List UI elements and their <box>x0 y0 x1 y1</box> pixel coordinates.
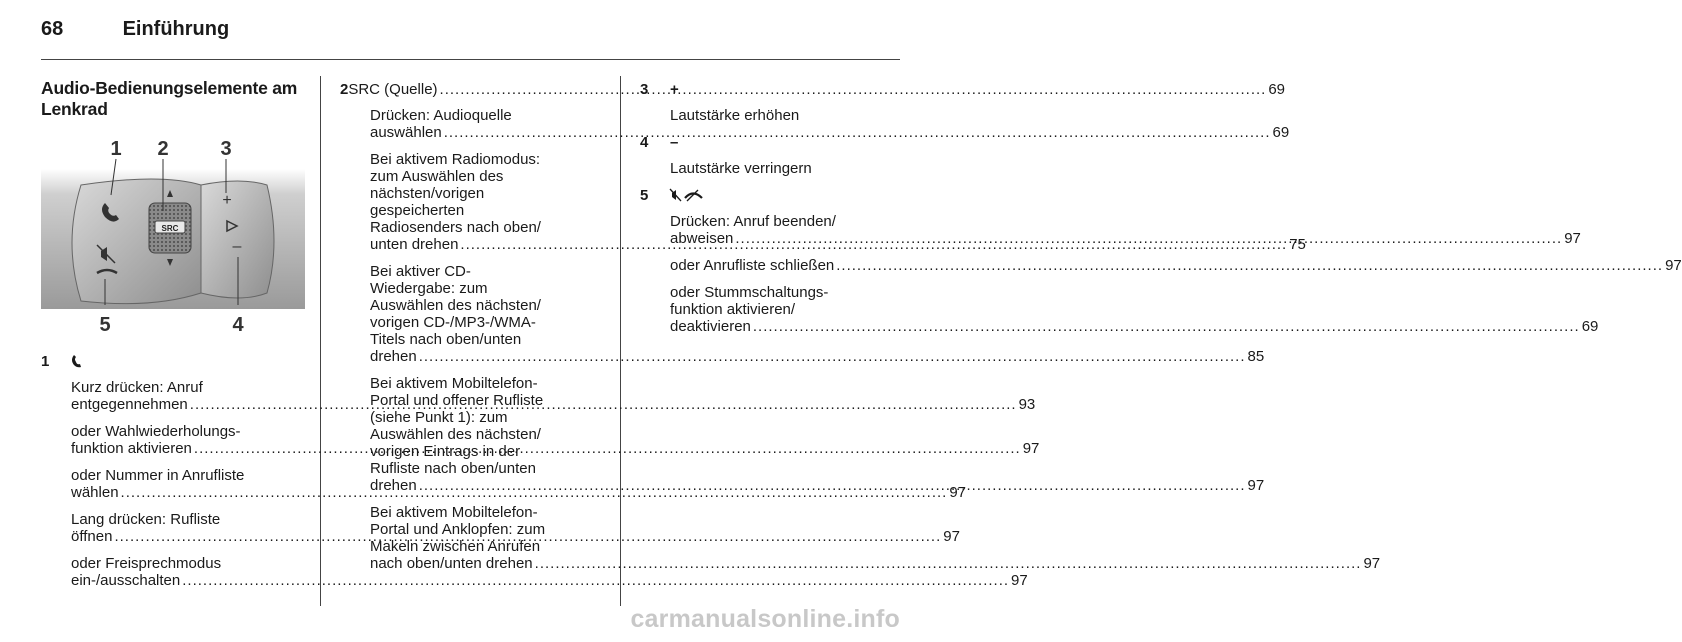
entry-line: oder Nummer in Anrufliste <box>71 467 245 484</box>
toc-line <box>370 477 1265 494</box>
item-3-head <box>640 79 902 99</box>
item-title: SRC (Quelle) <box>348 80 438 98</box>
column-rule-2 <box>620 76 621 606</box>
page-ref: 97 <box>943 528 960 545</box>
entry-line: oder Freisprechmodus <box>71 555 222 572</box>
item-number: 4 <box>640 133 649 151</box>
page-header <box>41 18 229 41</box>
volume-down-icon: – <box>232 238 242 255</box>
entry-line: Bei aktiver CD- <box>370 263 471 280</box>
entry-line: Bei aktivem Radiomodus: <box>370 151 541 168</box>
entry-text: nach oben/unten drehen <box>370 555 533 572</box>
entry-line: funktion aktivieren/ <box>670 301 796 318</box>
page-ref: 97 <box>1363 555 1381 572</box>
entry-line: Portal und Anklopfen: zum <box>370 521 546 538</box>
page-ref: 97 <box>1247 477 1265 494</box>
toc-line <box>71 572 1028 589</box>
steering-wheel-controls-figure <box>41 133 305 338</box>
minus-symbol: – <box>670 133 679 151</box>
item-number: 1 <box>41 352 50 370</box>
item-number: 2 <box>340 80 349 98</box>
item-2-head <box>340 79 1286 99</box>
callout-3: 3 <box>220 138 232 160</box>
item-4-entry <box>670 160 902 177</box>
entry-text: wählen <box>71 484 119 501</box>
entry-text: öffnen <box>71 528 113 545</box>
toc-line <box>370 348 1265 365</box>
wheel-src-label: SRC <box>161 224 179 233</box>
page-ref: 93 <box>1018 396 1036 413</box>
entry-line: Kurz drücken: Anruf <box>71 379 203 396</box>
entry-line: Auswählen des nächsten/ <box>370 426 541 443</box>
entry-line: Lautstärke erhöhen <box>670 107 800 124</box>
entry-line: vorigen CD-/MP3-/WMA- <box>370 314 536 331</box>
entry-line: Wiedergabe: zum <box>370 280 488 297</box>
item-number: 5 <box>640 186 649 204</box>
page-number: 68 <box>41 18 64 40</box>
entry-text: unten drehen <box>370 236 459 253</box>
section-heading: Audio-Bedienungselemente am Lenkrad <box>41 78 298 119</box>
section-heading-block <box>41 78 307 120</box>
page-ref: 69 <box>1268 80 1286 98</box>
item-4 <box>640 132 902 177</box>
entry-line: zum Auswählen des <box>370 168 504 185</box>
page-ref: 75 <box>1289 236 1306 253</box>
item-1-head <box>41 351 303 371</box>
entry-text: deaktivieren <box>670 318 751 335</box>
entry-line: Bei aktivem Mobiltelefon- <box>370 504 538 521</box>
toc-line <box>670 318 1599 335</box>
toc-line <box>370 124 1290 141</box>
entry-text: drehen <box>370 477 417 494</box>
callout-2: 2 <box>157 138 169 160</box>
item-5-entry-2 <box>670 257 1682 274</box>
column-rule-1 <box>320 76 321 606</box>
item-5-head <box>640 185 902 205</box>
entry-line: Auswählen des nächsten/ <box>370 297 541 314</box>
entry-text: drehen <box>370 348 417 365</box>
entry-text: ein-/ausschalten <box>71 572 181 589</box>
mute-hangup-icon <box>670 188 704 202</box>
controls-illustration <box>41 133 305 338</box>
page-ref: 97 <box>1564 230 1581 247</box>
entry-line: Lang drücken: Rufliste <box>71 511 221 528</box>
entry-text: abweisen <box>670 230 734 247</box>
entry-line: nächsten/vorigen <box>370 185 485 202</box>
page-ref: 69 <box>1272 124 1290 141</box>
item-2-entry-5 <box>370 504 1381 572</box>
phone-icon <box>71 354 83 368</box>
page-ref: 85 <box>1247 348 1265 365</box>
item-3-entry <box>670 107 902 124</box>
page-ref: 97 <box>1022 440 1040 457</box>
item-4-head <box>640 132 902 152</box>
entry-line: Lautstärke verringern <box>670 160 812 177</box>
entry-line: Drücken: Audioquelle <box>370 107 512 124</box>
entry-line: Titels nach oben/unten <box>370 331 522 348</box>
watermark: carmanualsonline.info <box>630 605 900 633</box>
callout-5: 5 <box>99 314 111 336</box>
chapter-title: Einführung <box>122 18 230 40</box>
entry-line: vorigen Eintrags in der <box>370 443 521 460</box>
entry-line: oder Wahlwiederholungs- <box>71 423 241 440</box>
page-ref: 69 <box>1581 318 1599 335</box>
entry-text: oder Anrufliste schließen <box>670 257 835 274</box>
entry-line: oder Stummschaltungs- <box>670 284 829 301</box>
entry-line: Makeln zwischen Anrufen <box>370 538 541 555</box>
item-3 <box>640 79 902 124</box>
entry-line: Drücken: Anruf beenden/ <box>670 213 836 230</box>
item-number: 3 <box>640 80 649 98</box>
entry-line: Rufliste nach oben/unten <box>370 460 536 477</box>
entry-line: gespeicherten <box>370 202 465 219</box>
entry-text: funktion aktivieren <box>71 440 192 457</box>
callout-1: 1 <box>110 138 122 160</box>
page-ref: 97 <box>1665 257 1682 274</box>
entry-line: Portal und offener Rufliste <box>370 392 544 409</box>
entry-line: (siehe Punkt 1): zum <box>370 409 508 426</box>
toc-line <box>670 257 1682 274</box>
toc-line <box>370 555 1381 572</box>
entry-line: Radiosenders nach oben/ <box>370 219 541 236</box>
item-5-entry-3 <box>670 284 1599 335</box>
entry-text: auswählen <box>370 124 442 141</box>
entry-text: entgegennehmen <box>71 396 188 413</box>
header-rule <box>41 59 900 60</box>
plus-symbol: + <box>670 80 679 98</box>
entry-line: Bei aktivem Mobiltelefon- <box>370 375 538 392</box>
page-ref: 97 <box>949 484 967 501</box>
callout-4: 4 <box>232 314 244 336</box>
volume-up-icon: + <box>222 192 232 209</box>
page-ref: 97 <box>1011 572 1028 589</box>
